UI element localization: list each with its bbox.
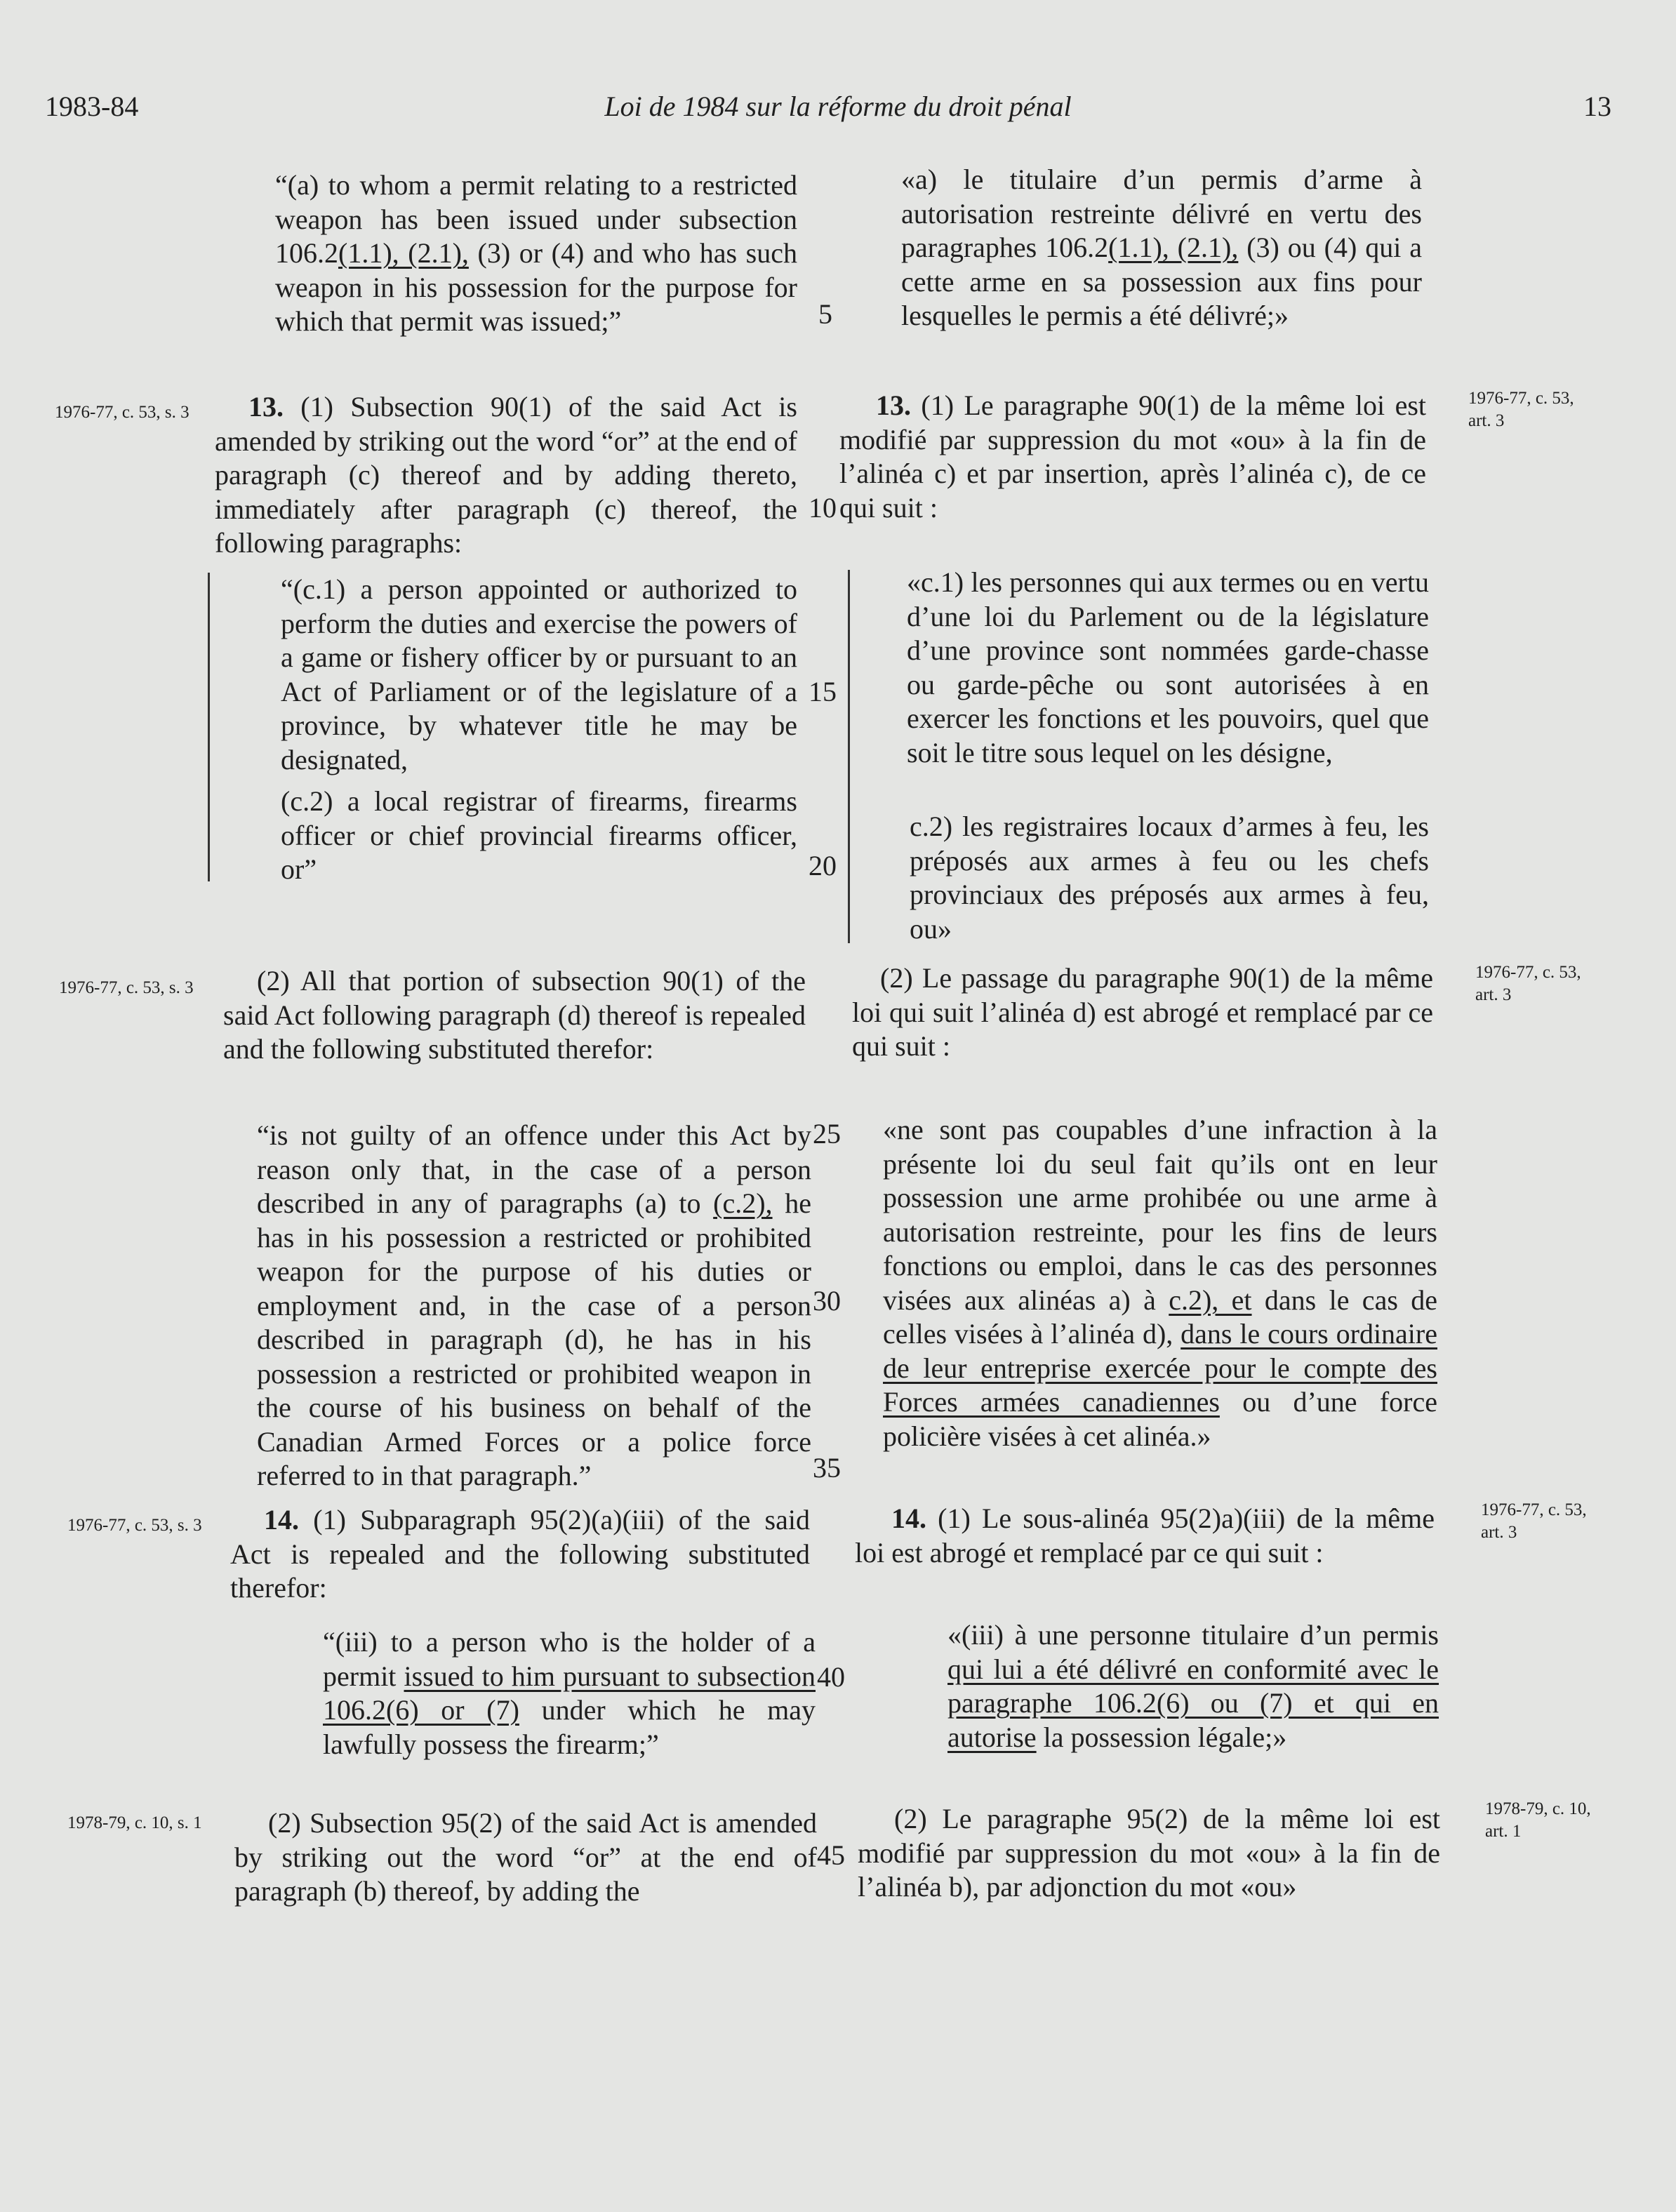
en-marginal-note-13-2: 1976-77, c. 53, s. 3 [59, 978, 194, 997]
fr-paragraph-a: «a) le titulaire d’un permis d’arme à autorisation restreinte délivré en vertu des paragraphes 106.2(1.1), (2.1), (3) ou (4) qui a cette arme en sa possession aux fins pour lesquelles le permis a été délivré;» [901, 164, 1422, 331]
header-title: Loi de 1984 sur la réforme du droit pénal [604, 91, 1072, 122]
en-marginal-note-14-2: 1978-79, c. 10, s. 1 [67, 1813, 202, 1832]
fr-section-14-2: (2) Le paragraphe 95(2) de la même loi est modifié par suppression du mot «ou» à la fin de l’alinéa b), par adjonction du mot «ou» [858, 1803, 1440, 1903]
line-number-45: 45 [817, 1839, 845, 1871]
fr-subparagraph-iii: «(iii) à une personne titulaire d’un permis qui lui a été délivré en conformité avec le paragraphe 106.2(6) ou (7) et qui en autorise la possession légale;» [947, 1619, 1439, 1753]
en-marginal-note-13-1: 1976-77, c. 53, s. 3 [55, 403, 189, 422]
fr-marginal-note-13-2: 1976-77, c. 53, art. 3 [1475, 963, 1581, 1004]
fr-marginal-note-14-2: 1978-79, c. 10, art. 1 [1485, 1799, 1591, 1841]
en-section-14-2: (2) Subsection 95(2) of the said Act is amended by striking out the word “or” at the end of paragraph (b) thereof, by adding the [234, 1807, 817, 1907]
en-subparagraph-iii: “(iii) to a person who is the holder of a permit issued to him pursuant to subsection 106.2(6) or (7) under which he may lawfully possess the firearm;” [323, 1626, 816, 1760]
en-paragraph-c1: “(c.1) a person appointed or authorized to perform the duties and exercise the powers of a game or fishery officer by or pursuant to an Act of Parliament or of the legislature of a province, by whatever title he may be designated, [281, 573, 797, 775]
fr-section-13-1: 13. (1) Le paragraphe 90(1) de la même loi est modifié par suppression du mot «ou» à la fin de l’alinéa c) et par insertion, après l’alinéa c), de ce qui suit : [839, 389, 1426, 524]
line-number-5: 5 [818, 298, 832, 330]
line-number-15: 15 [809, 676, 837, 707]
fr-paragraph-c1: «c.1) les personnes qui aux termes ou en vertu d’une loi du Parlement ou de la législature d’une province sont nommées garde-chasse ou garde-pêche ou sont autorisées à en exercer les fonctions et les pouvoirs, quel que soit le titre sous lequel on les désigne, [907, 566, 1429, 768]
fr-section-14-1: 14. (1) Le sous-alinéa 95(2)a)(iii) de la même loi est abrogé et remplacé par ce qui suit : [855, 1503, 1435, 1568]
line-number-20: 20 [809, 850, 837, 881]
fr-quote-90: «ne sont pas coupables d’une infraction à la présente loi du seul fait qu’ils ont en leur possession une arme prohibée ou une arme à autorisation restreinte, pour les fins de leurs fonctions ou emploi, dans le cas des personnes visées aux alinéas a) à c.2), et dans le cas de celles visées à l’alinéa d), dans le cours ordinaire de leur entreprise exercée pour le compte des Forces armées canadiennes ou d’une force policière visées à cet alinéa.» [883, 1114, 1438, 1452]
en-section-13-2: (2) All that portion of subsection 90(1) of the said Act following paragraph (d) thereof is repealed and the following substituted therefor: [223, 965, 806, 1065]
en-quote-90: “is not guilty of an offence under this Act by reason only that, in the case of a person described in any of paragraphs (a) to (c.2), he has in his possession a restricted or prohibited weapon for the purpose of his duties or employment and, in the case of a person described in paragraph (d), he has in his possession a restricted or prohibited weapon in the course of his business on behalf of the Canadian Armed Forces or a police force referred to in that paragraph.” [257, 1119, 811, 1491]
en-paragraph-c2: (c.2) a local registrar of firearms, firearms officer or chief provincial firearms officer, or” [281, 785, 797, 885]
fr-marginal-note-14-1: 1976-77, c. 53, art. 3 [1481, 1500, 1587, 1542]
header-year: 1983-84 [45, 91, 139, 122]
en-marginal-note-14-1: 1976-77, c. 53, s. 3 [67, 1516, 202, 1535]
line-number-10: 10 [809, 492, 837, 524]
fr-marginal-note-13-1: 1976-77, c. 53, art. 3 [1468, 389, 1574, 430]
line-number-25: 25 [813, 1118, 841, 1150]
line-number-40: 40 [817, 1661, 845, 1693]
fr-paragraph-c2: c.2) les registraires locaux d’armes à feu, les préposés aux armes à feu ou les chefs provinciaux des préposés aux armes à feu, ou» [910, 811, 1429, 945]
line-number-35: 35 [813, 1452, 841, 1484]
fr-section-13-2: (2) Le passage du paragraphe 90(1) de la même loi qui suit l’alinéa d) est abrogé et remplacé par ce qui suit : [852, 962, 1433, 1062]
line-number-30: 30 [813, 1285, 841, 1317]
en-section-14-1: 14. (1) Subparagraph 95(2)(a)(iii) of the said Act is repealed and the following substituted therefor: [230, 1504, 810, 1604]
fr-change-bar [848, 570, 850, 943]
page-number: 13 [1583, 91, 1611, 122]
en-section-13-1: 13. (1) Subsection 90(1) of the said Act is amended by striking out the word “or” at the end of paragraph (c) thereof and by adding thereto, immediately after paragraph (c) thereof, the following paragraphs: [215, 391, 797, 559]
en-change-bar [208, 573, 210, 881]
en-paragraph-a: “(a) to whom a permit relating to a restricted weapon has been issued under subsection 106.2(1.1), (2.1), (3) or (4) and who has such weapon in his possession for the purpose for which that permit was issued;” [275, 169, 797, 337]
